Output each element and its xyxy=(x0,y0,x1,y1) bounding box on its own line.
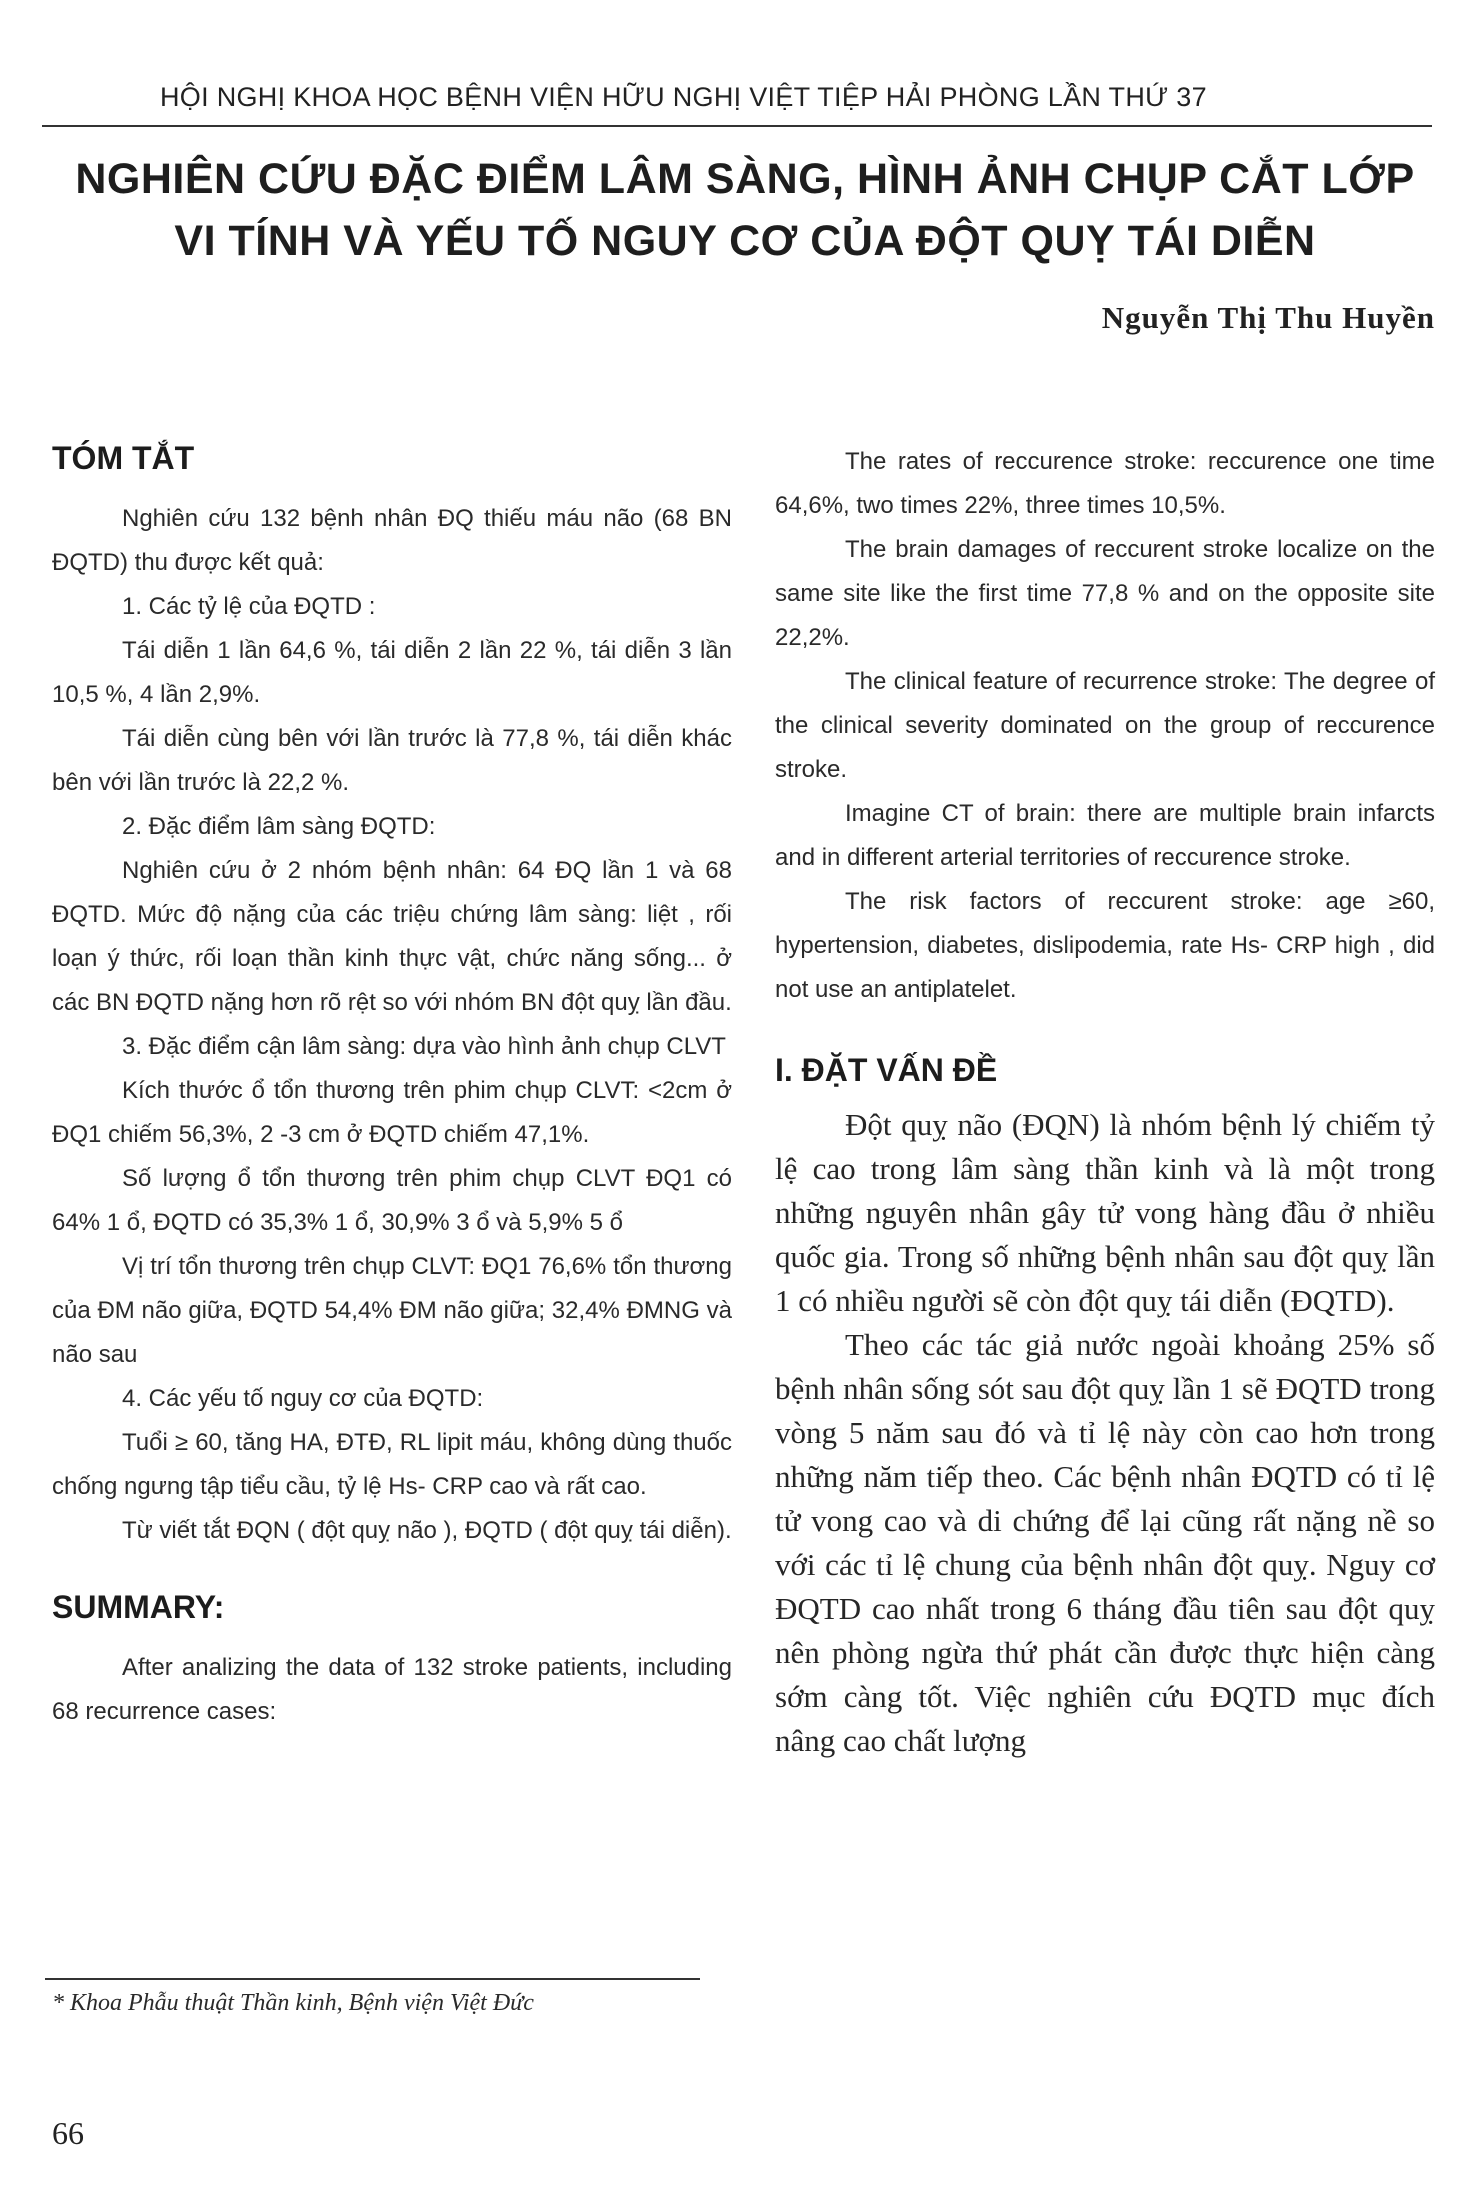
abstract-paragraph: Tái diễn 1 lần 64,6 %, tái diễn 2 lần 22 %, tái diễn 3 lần 10,5 %, 4 lần 2,9%. xyxy=(52,637,732,708)
abstract-numbered-item: 4. Các yếu tố nguy cơ của ĐQTD: xyxy=(122,1385,484,1412)
title-line-2: VI TÍNH VÀ YẾU TỐ NGUY CƠ CỦA ĐỘT QUỴ TÁI DIỄN xyxy=(174,217,1316,265)
abstract-paragraph: Kích thước ổ tổn thương trên phim chụp CLVT: <2cm ở ĐQ1 chiếm 56,3%, 2 -3 cm ở ĐQTD chiếm 47,1%. xyxy=(52,1077,732,1148)
abstract-paragraph: Số lượng ổ tổn thương trên phim chụp CLVT ĐQ1 có 64% 1 ổ, ĐQTD có 35,3% 1 ổ, 30,9% 3 ổ và 5,9% 5 ổ xyxy=(52,1165,732,1236)
summary-paragraph: Imagine CT of brain: there are multiple brain infarcts and in different arterial territories of reccurence stroke. xyxy=(775,800,1435,871)
abstract-paragraph: Tái diễn cùng bên với lần trước là 77,8 %, tái diễn khác bên với lần trước là 22,2 %. xyxy=(52,725,732,796)
footnote-rule xyxy=(45,1978,700,1980)
running-header: HỘI NGHỊ KHOA HỌC BỆNH VIỆN HỮU NGHỊ VIỆT TIỆP HẢI PHÒNG LẦN THỨ 37 xyxy=(160,82,1207,112)
abstract-numbered-item: 3. Đặc điểm cận lâm sàng: dựa vào hình ảnh chụp CLVT xyxy=(122,1033,726,1060)
left-column xyxy=(52,440,732,1734)
abbreviation-note: Từ viết tắt ĐQN ( đột quỵ não ), ĐQTD ( đột quỵ tái diễn). xyxy=(122,1517,732,1544)
abstract-numbered-item: 2. Đặc điểm lâm sàng ĐQTD: xyxy=(122,813,436,840)
section-heading: I. ĐẶT VẤN ĐỀ xyxy=(775,1052,998,1088)
paper-title xyxy=(60,148,1430,272)
header-rule xyxy=(42,125,1432,127)
footnote: * Khoa Phẫu thuật Thần kinh, Bệnh viện Việt Đức xyxy=(52,1990,534,2016)
body-paragraph: Theo các tác giả nước ngoài khoảng 25% số bệnh nhân sống sót sau đột quỵ lần 1 sẽ ĐQTD trong vòng 5 năm sau đó và tỉ lệ này còn cao hơn trong những năm tiếp theo. Các bệnh nhân ĐQTD có tỉ lệ tử vong cao và di chứng để lại cũng rất nặng nề so với các tỉ lệ chung của bệnh nhân đột quỵ. Nguy cơ ĐQTD cao nhất trong 6 tháng đầu tiên sau đột quỵ nên phòng ngừa thứ phát cần được thực hiện càng sớm càng tốt. Việc nghiên cứu ĐQTD mục đích nâng cao chất lượng xyxy=(775,1327,1435,1758)
right-column xyxy=(775,440,1435,1763)
summary-paragraph: The brain damages of reccurent stroke localize on the same site like the first time 77,8 % and on the opposite site 22,2%. xyxy=(775,536,1435,651)
page-number: 66 xyxy=(52,2115,84,2151)
summary-heading: SUMMARY: xyxy=(52,1589,225,1625)
abstract-heading-vi: TÓM TẮT xyxy=(52,440,195,476)
summary-paragraph: After analizing the data of 132 stroke patients, including 68 recurrence cases: xyxy=(52,1654,732,1725)
abstract-paragraph: Vị trí tổn thương trên chụp CLVT: ĐQ1 76,6% tổn thương của ĐM não giữa, ĐQTD 54,4% ĐM não giữa; 32,4% ĐMNG và não sau xyxy=(52,1253,732,1368)
body-paragraph: Đột quỵ não (ĐQN) là nhóm bệnh lý chiếm tỷ lệ cao trong lâm sàng thần kinh và là một trong những nguyên nhân gây tử vong hàng đầu ở nhiều quốc gia. Trong số những bệnh nhân sau đột quỵ lần 1 có nhiều người sẽ còn đột quỵ tái diễn (ĐQTD). xyxy=(775,1107,1435,1318)
author-name: Nguyễn Thị Thu Huyền xyxy=(1101,300,1435,335)
summary-paragraph: The rates of reccurence stroke: reccurence one time 64,6%, two times 22%, three times 10,5%. xyxy=(775,448,1435,519)
abstract-paragraph: Tuổi ≥ 60, tăng HA, ĐTĐ, RL lipit máu, không dùng thuốc chống ngưng tập tiểu cầu, tỷ lệ Hs- CRP cao và rất cao. xyxy=(52,1429,732,1500)
abstract-paragraph: Nghiên cứu ở 2 nhóm bệnh nhân: 64 ĐQ lần 1 và 68 ĐQTD. Mức độ nặng của các triệu chứng lâm sàng: liệt , rối loạn ý thức, rối loạn thần kinh thực vật, chức năng sống... ở các BN ĐQTD nặng hơn rõ rệt so với nhóm BN đột quỵ lần đầu. xyxy=(52,857,732,1016)
abstract-paragraph: Nghiên cứu 132 bệnh nhân ĐQ thiếu máu não (68 BN ĐQTD) thu được kết quả: xyxy=(52,505,732,576)
summary-paragraph: The clinical feature of recurrence stroke: The degree of the clinical severity dominated on the group of reccurence stroke. xyxy=(775,668,1435,783)
title-line-1: NGHIÊN CỨU ĐẶC ĐIỂM LÂM SÀNG, HÌNH ẢNH CHỤP CẮT LỚP xyxy=(75,155,1415,203)
abstract-numbered-item: 1. Các tỷ lệ của ĐQTD : xyxy=(122,593,376,620)
summary-paragraph: The risk factors of reccurent stroke: age ≥60, hypertension, diabetes, dislipodemia, rate Hs- CRP high , did not use an antiplatelet. xyxy=(775,888,1435,1003)
